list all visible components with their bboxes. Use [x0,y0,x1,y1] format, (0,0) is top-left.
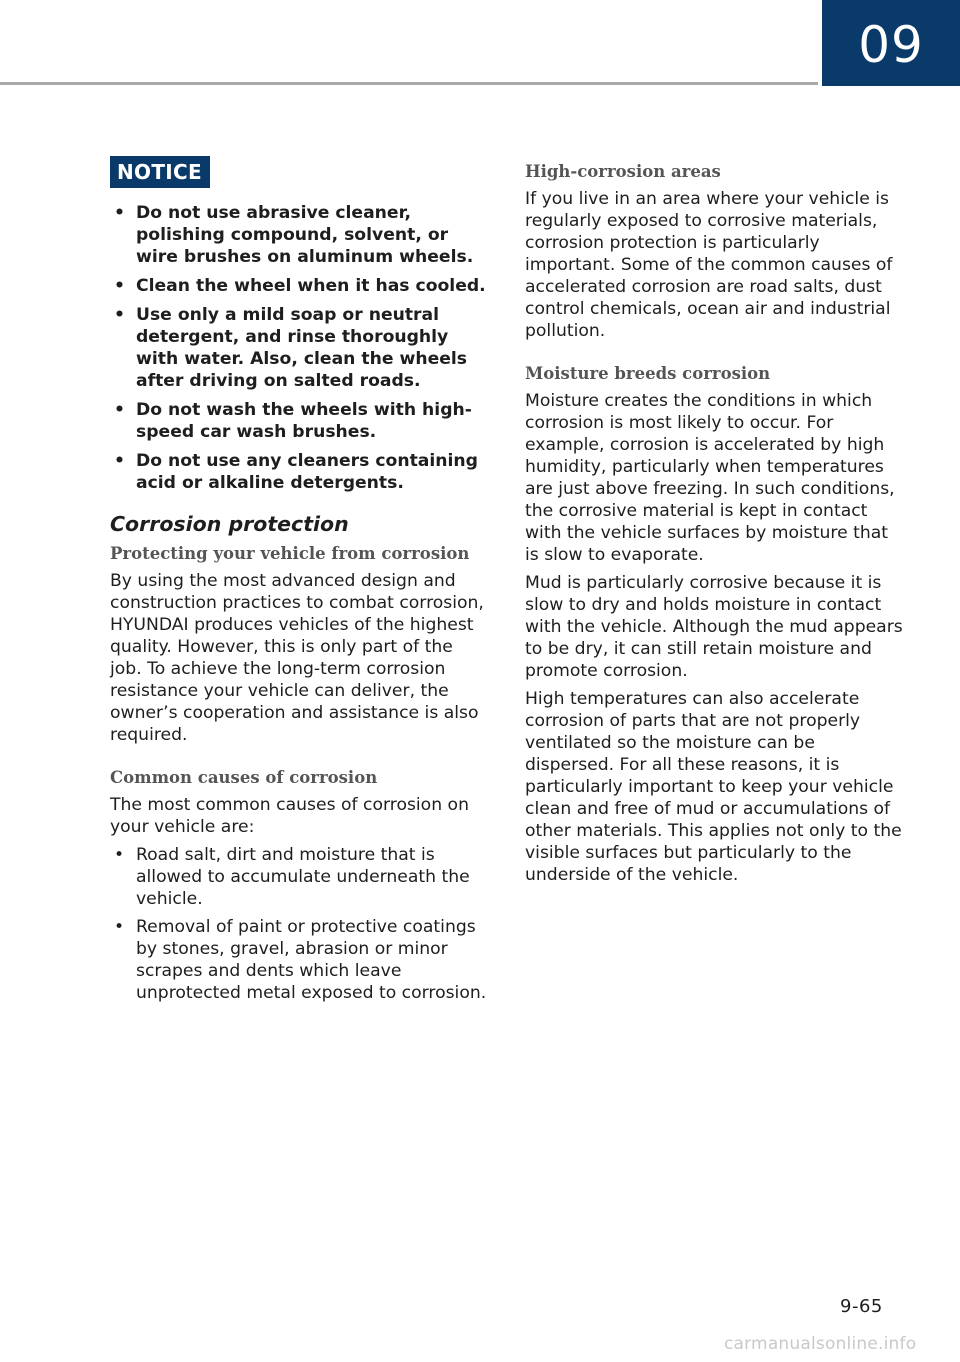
chapter-number: 09 [858,16,924,74]
right-column [525,160,905,886]
paragraph-protecting-vehicle: By using the most advanced design and construction practices to combat corrosion, HYUNDAI produces vehicles of the highest quality. However, this is only part of the job. To achieve the long-term corrosion resistance your vehicle can deliver, the owner’s cooperation and assistance is also required. [110,571,484,745]
paragraph-moisture-2: Mud is particularly corrosive because it is slow to dry and holds moisture in contact with the vehicle. Although the mud appears to be dry, it can still retain moisture and promote corrosion. [525,573,903,681]
subheading-protecting-vehicle: Protecting your vehicle from corrosion [110,544,470,563]
left-column [110,156,488,1010]
notice-item: • Use only a mild soap or neutral detergent, and rinse thoroughly with water. Also, clean the wheels after driving on salted roads. [110,304,488,392]
common-causes-list [110,844,488,1004]
page-number: 9-65 [840,1296,883,1317]
list-item: • Road salt, dirt and moisture that is allowed to accumulate underneath the vehicle. [110,844,488,910]
paragraph-moisture-3: High temperatures can also accelerate corrosion of parts that are not properly ventilated so the moisture can be dispersed. For all these reasons, it is particularly important to keep your vehicle clean and free of mud or accumulations of other materials. This applies not only to the visible surfaces but particularly to the underside of the vehicle. [525,689,902,885]
watermark: carmanualsonline.info [724,1334,917,1354]
notice-item: • Clean the wheel when it has cooled. [110,275,488,297]
notice-item: • Do not wash the wheels with high-speed car wash brushes. [110,399,488,443]
list-item: • Removal of paint or protective coatings by stones, gravel, abrasion or minor scrapes and dents which leave unprotected metal exposed to corrosion. [110,916,488,1004]
notice-list [110,202,488,494]
section-heading-corrosion-protection: Corrosion protection [110,512,349,536]
notice-item: • Do not use abrasive cleaner, polishing compound, solvent, or wire brushes on aluminum wheels. [110,202,488,268]
subheading-moisture: Moisture breeds corrosion [525,364,771,383]
header-rule [0,82,818,85]
subheading-high-corrosion-areas: High-corrosion areas [525,162,721,181]
subheading-common-causes: Common causes of corrosion [110,768,378,787]
paragraph-moisture-1: Moisture creates the conditions in which corrosion is most likely to occur. For example, corrosion is accelerated by high humidity, particularly when temperatures are just above freezing. In such conditions, the corrosive material is kept in contact with the vehicle surfaces by moisture that is slow to evaporate. [525,391,895,565]
notice-badge: NOTICE [110,156,210,188]
notice-item: • Do not use any cleaners containing acid or alkaline detergents. [110,450,488,494]
chapter-tab [822,0,960,86]
paragraph-common-causes-intro: The most common causes of corrosion on your vehicle are: [110,795,469,837]
paragraph-high-corrosion-areas: If you live in an area where your vehicle is regularly exposed to corrosive materials, corrosion protection is particularly important. Some of the common causes of accelerated corrosion are road salts, dust control chemicals, ocean air and industrial pollution. [525,189,893,341]
